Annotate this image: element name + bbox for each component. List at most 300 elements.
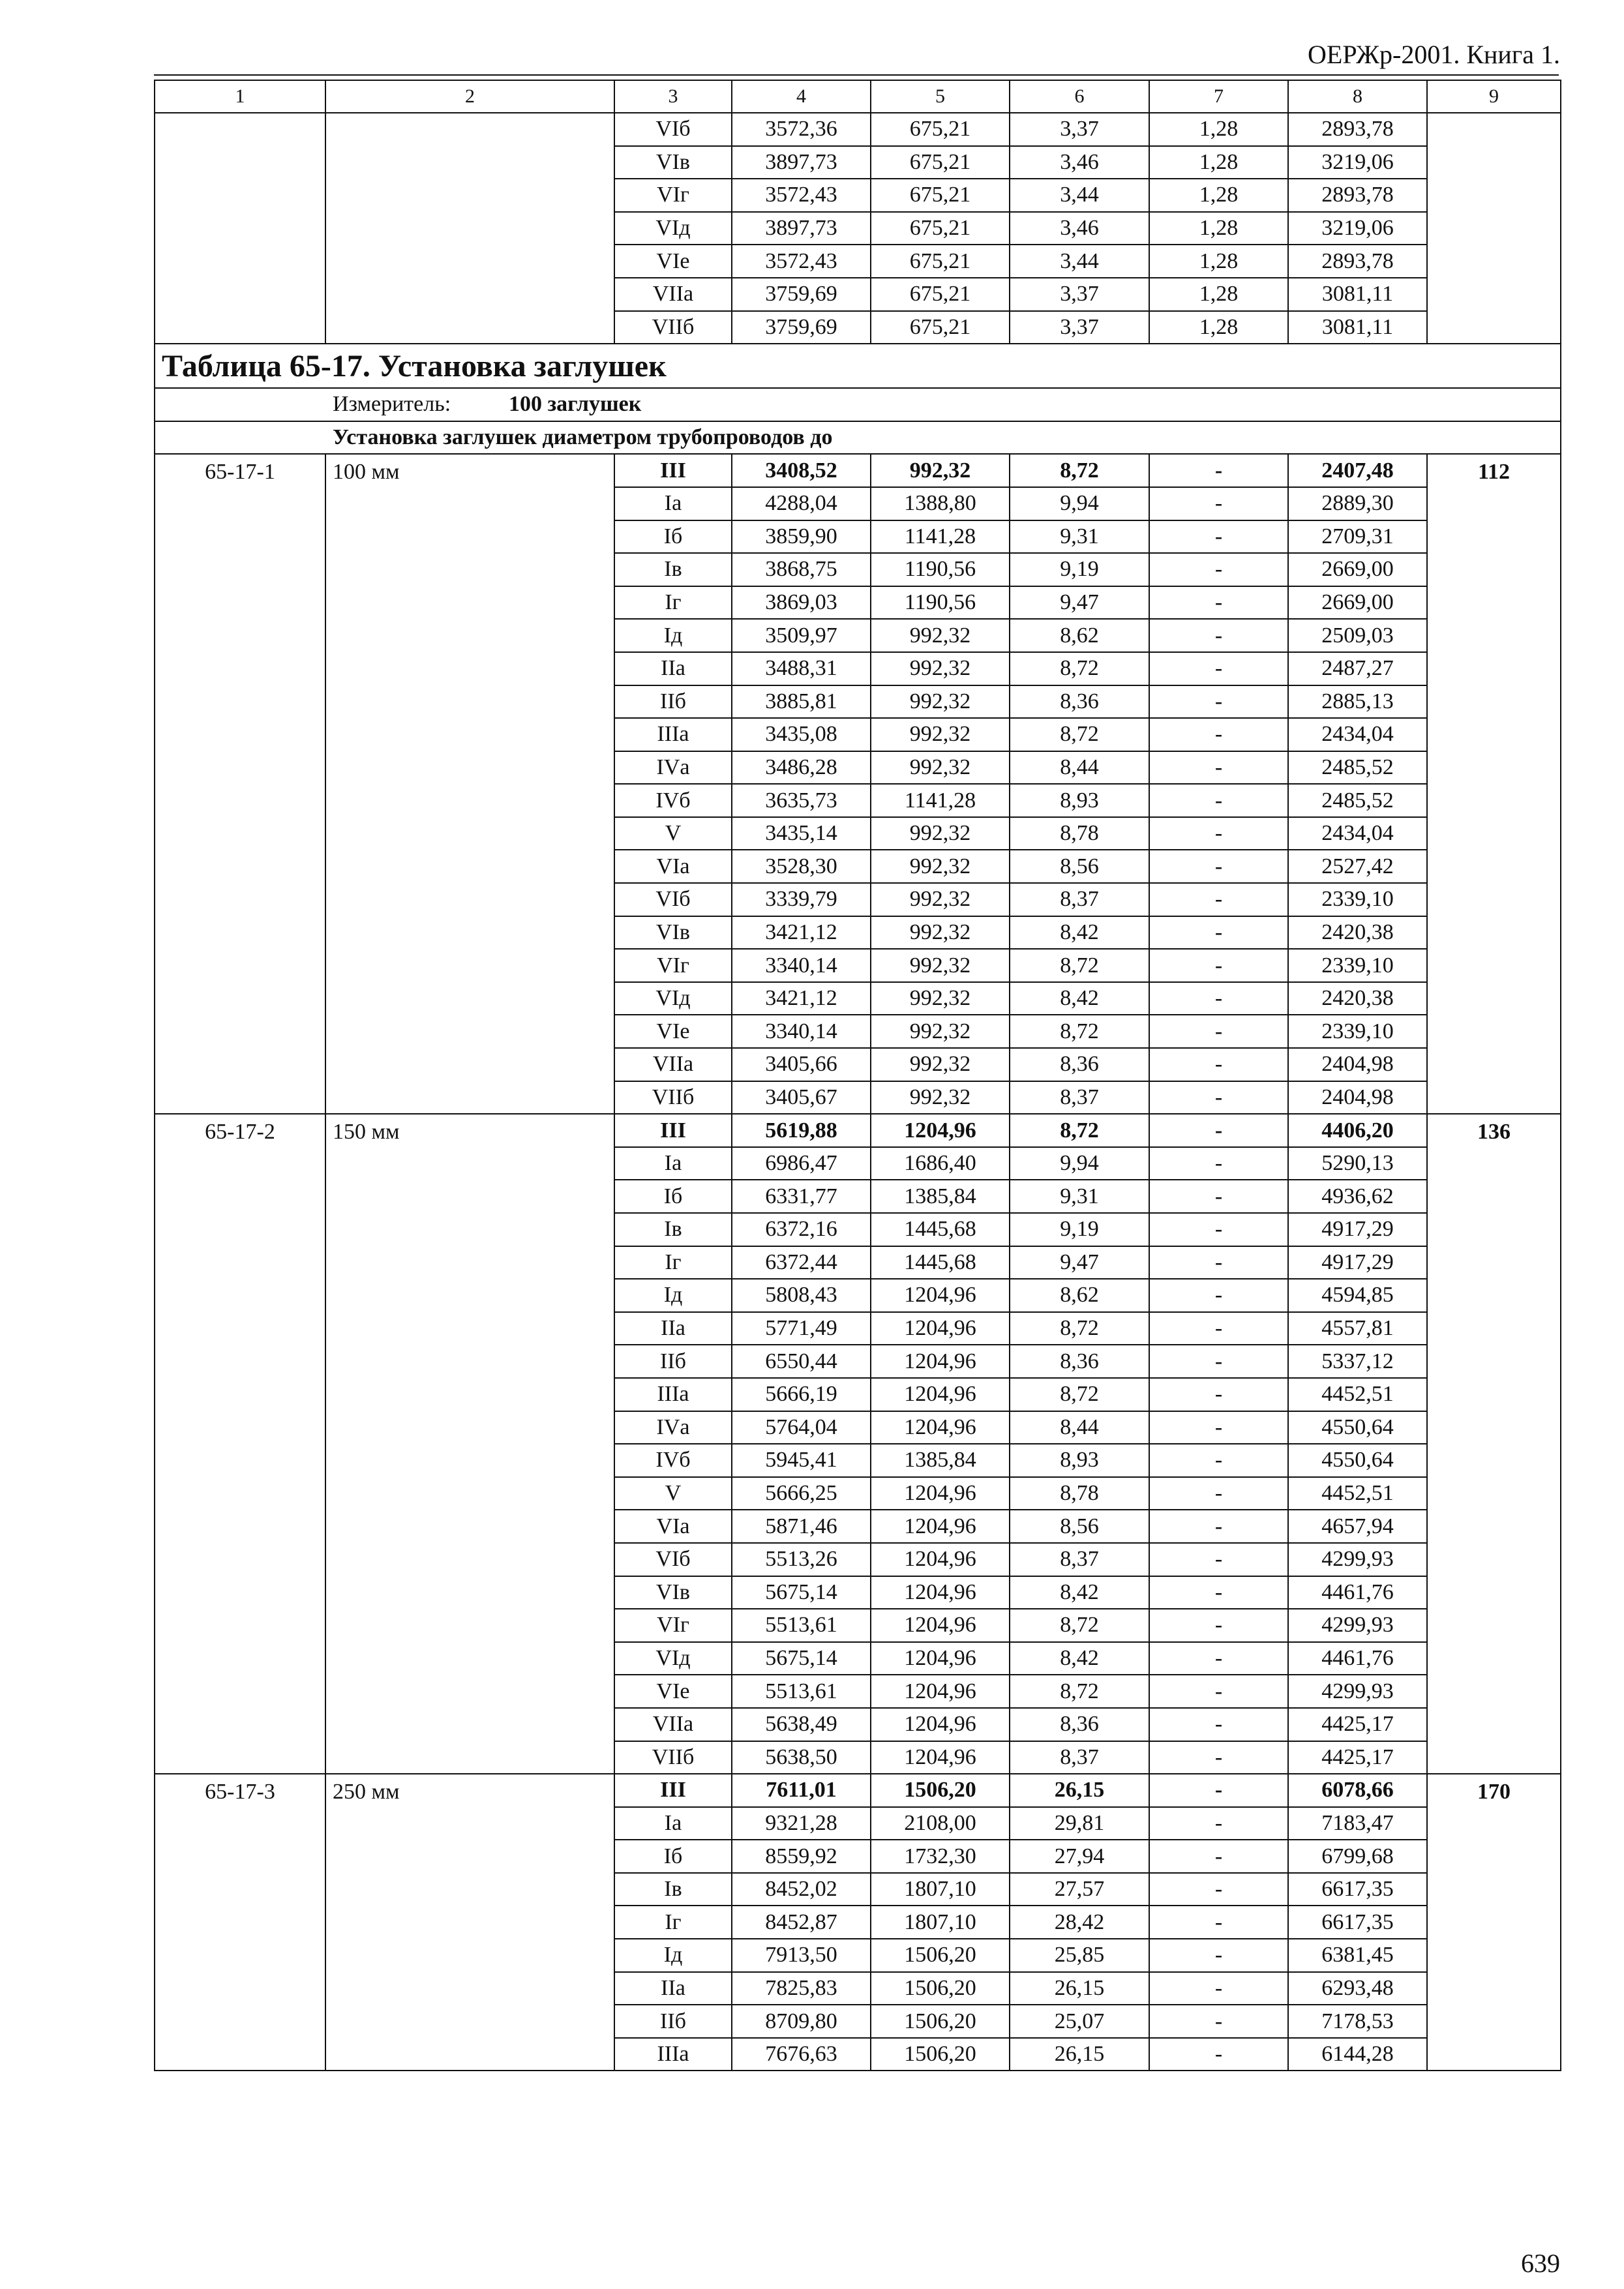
materials-cost-cell: 2407,48 [1288, 454, 1427, 487]
total-cost-cell: 6372,44 [732, 1246, 871, 1279]
subheading-row [155, 421, 1561, 455]
total-cost-cell: 3408,52 [732, 454, 871, 487]
materials-cost-cell: 4657,94 [1288, 1510, 1427, 1543]
wages-cell: 992,32 [871, 817, 1010, 850]
machine-cost-cell: 27,57 [1010, 1873, 1149, 1906]
materials-cost-cell: 2434,04 [1288, 817, 1427, 850]
machine-cost-cell: 8,56 [1010, 850, 1149, 883]
driver-wages-cell: - [1149, 817, 1288, 850]
total-cost-cell: 3339,79 [732, 883, 871, 916]
meter-row [155, 388, 1561, 421]
district-code-cell: Iв [614, 1873, 732, 1906]
machine-cost-cell: 9,31 [1010, 1180, 1149, 1213]
machine-cost-cell: 9,19 [1010, 553, 1149, 586]
district-code-cell: IVа [614, 751, 732, 785]
materials-cost-cell: 5337,12 [1288, 1345, 1427, 1378]
materials-cost-cell: 2885,13 [1288, 685, 1427, 719]
district-code-cell: IIа [614, 1312, 732, 1345]
materials-cost-cell: 4936,62 [1288, 1180, 1427, 1213]
materials-cost-cell: 3219,06 [1288, 146, 1427, 179]
driver-wages-cell: 1,28 [1149, 212, 1288, 245]
district-code-cell: Iа [614, 1807, 732, 1840]
wages-cell: 675,21 [871, 179, 1010, 212]
total-cost-cell: 3421,12 [732, 916, 871, 950]
district-code-cell: III [614, 1114, 732, 1147]
machine-cost-cell: 27,94 [1010, 1840, 1149, 1873]
total-cost-cell: 3897,73 [732, 146, 871, 179]
driver-wages-cell: - [1149, 1279, 1288, 1312]
materials-cost-cell: 6078,66 [1288, 1774, 1427, 1807]
wages-cell: 1204,96 [871, 1675, 1010, 1708]
machine-cost-cell: 9,19 [1010, 1213, 1149, 1246]
total-cost-cell: 5808,43 [732, 1279, 871, 1312]
district-code-cell: VIг [614, 1609, 732, 1642]
total-cost-cell: 5871,46 [732, 1510, 871, 1543]
workers-wage-cell [1427, 113, 1561, 344]
materials-cost-cell: 2404,98 [1288, 1048, 1427, 1081]
total-cost-cell: 5666,19 [732, 1378, 871, 1411]
machine-cost-cell: 8,36 [1010, 1345, 1149, 1378]
driver-wages-cell: - [1149, 1246, 1288, 1279]
total-cost-cell: 6331,77 [732, 1180, 871, 1213]
materials-cost-cell: 2509,03 [1288, 619, 1427, 652]
total-cost-cell: 3572,43 [732, 245, 871, 278]
materials-cost-cell: 2339,10 [1288, 1015, 1427, 1048]
machine-cost-cell: 3,46 [1010, 146, 1149, 179]
driver-wages-cell: - [1149, 1477, 1288, 1510]
driver-wages-cell: - [1149, 1576, 1288, 1609]
district-code-cell: VIе [614, 1015, 732, 1048]
district-code-cell: VIб [614, 113, 732, 146]
total-cost-cell: 3572,36 [732, 113, 871, 146]
wages-cell: 1506,20 [871, 2038, 1010, 2071]
district-code-cell: Iд [614, 1279, 732, 1312]
machine-cost-cell: 8,62 [1010, 619, 1149, 652]
driver-wages-cell: - [1149, 982, 1288, 1015]
district-code-cell: IIб [614, 1345, 732, 1378]
wages-cell: 992,32 [871, 454, 1010, 487]
driver-wages-cell: - [1149, 1840, 1288, 1873]
machine-cost-cell: 3,37 [1010, 113, 1149, 146]
wages-cell: 992,32 [871, 718, 1010, 751]
machine-cost-cell: 26,15 [1010, 1972, 1149, 2005]
table-title: Таблица 65-17. Установка заглушек [155, 344, 1561, 388]
total-cost-cell: 3859,90 [732, 520, 871, 554]
driver-wages-cell: 1,28 [1149, 278, 1288, 311]
total-cost-cell: 3435,14 [732, 817, 871, 850]
district-code-cell: VIд [614, 1642, 732, 1675]
machine-cost-cell: 29,81 [1010, 1807, 1149, 1840]
total-cost-cell: 7913,50 [732, 1939, 871, 1972]
driver-wages-cell: - [1149, 850, 1288, 883]
wages-cell: 1204,96 [871, 1114, 1010, 1147]
district-code-cell: IIа [614, 1972, 732, 2005]
total-cost-cell: 5619,88 [732, 1114, 871, 1147]
district-code-cell: IVа [614, 1411, 732, 1444]
wages-cell: 992,32 [871, 982, 1010, 1015]
district-code-cell: Iд [614, 1939, 732, 1972]
driver-wages-cell: - [1149, 1048, 1288, 1081]
wages-cell: 675,21 [871, 245, 1010, 278]
materials-cost-cell: 2893,78 [1288, 179, 1427, 212]
wages-cell: 1445,68 [871, 1246, 1010, 1279]
materials-cost-cell: 4425,17 [1288, 1741, 1427, 1774]
district-code-cell: Iв [614, 553, 732, 586]
materials-cost-cell: 6799,68 [1288, 1840, 1427, 1873]
total-cost-cell: 3340,14 [732, 1015, 871, 1048]
total-cost-cell: 8559,92 [732, 1840, 871, 1873]
district-code-cell: VIб [614, 1543, 732, 1576]
materials-cost-cell: 2669,00 [1288, 586, 1427, 620]
district-code-cell: VIе [614, 1675, 732, 1708]
total-cost-cell: 3405,66 [732, 1048, 871, 1081]
wages-cell: 1141,28 [871, 784, 1010, 817]
wages-cell: 1506,20 [871, 1972, 1010, 2005]
machine-cost-cell: 3,44 [1010, 179, 1149, 212]
column-number: 7 [1149, 80, 1288, 113]
machine-cost-cell: 8,72 [1010, 718, 1149, 751]
code-cell [155, 113, 325, 344]
materials-cost-cell: 4425,17 [1288, 1708, 1427, 1741]
wages-cell: 1190,56 [871, 586, 1010, 620]
district-code-cell: Iг [614, 1246, 732, 1279]
wages-cell: 2108,00 [871, 1807, 1010, 1840]
total-cost-cell: 3759,69 [732, 278, 871, 311]
materials-cost-cell: 3219,06 [1288, 212, 1427, 245]
district-code-cell: IIIа [614, 1378, 732, 1411]
district-code-cell: IIIа [614, 718, 732, 751]
driver-wages-cell: - [1149, 949, 1288, 982]
wages-cell: 1807,10 [871, 1873, 1010, 1906]
machine-cost-cell: 8,44 [1010, 751, 1149, 785]
driver-wages-cell: - [1149, 1114, 1288, 1147]
materials-cost-cell: 2487,27 [1288, 652, 1427, 685]
total-cost-cell: 3897,73 [732, 212, 871, 245]
table-row [155, 1774, 1561, 1807]
district-code-cell: VIв [614, 916, 732, 950]
machine-cost-cell: 8,36 [1010, 1048, 1149, 1081]
materials-cost-cell: 3081,11 [1288, 311, 1427, 344]
materials-cost-cell: 2434,04 [1288, 718, 1427, 751]
district-code-cell: IIIа [614, 2038, 732, 2071]
machine-cost-cell: 9,47 [1010, 586, 1149, 620]
wages-cell: 992,32 [871, 619, 1010, 652]
materials-cost-cell: 4594,85 [1288, 1279, 1427, 1312]
wages-cell: 1190,56 [871, 553, 1010, 586]
district-code-cell: IIб [614, 685, 732, 719]
header-divider [154, 74, 1559, 76]
column-number: 4 [732, 80, 871, 113]
materials-cost-cell: 2669,00 [1288, 553, 1427, 586]
code-cell: 65-17-1 [155, 454, 325, 1114]
total-cost-cell: 7825,83 [732, 1972, 871, 2005]
column-number: 5 [871, 80, 1010, 113]
wages-cell: 675,21 [871, 311, 1010, 344]
driver-wages-cell: - [1149, 916, 1288, 950]
district-code-cell: VIIа [614, 1708, 732, 1741]
driver-wages-cell: - [1149, 1708, 1288, 1741]
wages-cell: 675,21 [871, 278, 1010, 311]
wages-cell: 992,32 [871, 850, 1010, 883]
column-number: 9 [1427, 80, 1561, 113]
machine-cost-cell: 3,37 [1010, 278, 1149, 311]
total-cost-cell: 3635,73 [732, 784, 871, 817]
driver-wages-cell: - [1149, 2038, 1288, 2071]
machine-cost-cell: 8,56 [1010, 1510, 1149, 1543]
total-cost-cell: 3421,12 [732, 982, 871, 1015]
document-header-title: ОЕРЖр-2001. Книга 1. [1308, 40, 1560, 69]
driver-wages-cell: - [1149, 1609, 1288, 1642]
column-number-row [155, 80, 1561, 113]
wages-cell: 1506,20 [871, 1939, 1010, 1972]
driver-wages-cell: - [1149, 784, 1288, 817]
district-code-cell: Iб [614, 520, 732, 554]
wages-cell: 1204,96 [871, 1576, 1010, 1609]
total-cost-cell: 5771,49 [732, 1312, 871, 1345]
materials-cost-cell: 4299,93 [1288, 1543, 1427, 1576]
wages-cell: 1204,96 [871, 1510, 1010, 1543]
materials-cost-cell: 2527,42 [1288, 850, 1427, 883]
driver-wages-cell: 1,28 [1149, 113, 1288, 146]
district-code-cell: Iб [614, 1840, 732, 1873]
machine-cost-cell: 8,42 [1010, 1642, 1149, 1675]
driver-wages-cell: - [1149, 520, 1288, 554]
wages-cell: 1445,68 [871, 1213, 1010, 1246]
materials-cost-cell: 6293,48 [1288, 1972, 1427, 2005]
materials-cost-cell: 2709,31 [1288, 520, 1427, 554]
machine-cost-cell: 8,42 [1010, 916, 1149, 950]
machine-cost-cell: 8,36 [1010, 1708, 1149, 1741]
column-number: 6 [1010, 80, 1149, 113]
total-cost-cell: 5675,14 [732, 1576, 871, 1609]
driver-wages-cell: - [1149, 685, 1288, 719]
column-number: 1 [155, 80, 325, 113]
total-cost-cell: 3509,97 [732, 619, 871, 652]
materials-cost-cell: 2339,10 [1288, 883, 1427, 916]
district-code-cell: VIд [614, 212, 732, 245]
driver-wages-cell: - [1149, 1873, 1288, 1906]
machine-cost-cell: 8,78 [1010, 817, 1149, 850]
meter-cell [155, 388, 1561, 421]
total-cost-cell: 3572,43 [732, 179, 871, 212]
wages-cell: 992,32 [871, 883, 1010, 916]
description-cell [325, 113, 614, 344]
workers-wage-cell: 170 [1427, 1774, 1561, 2071]
total-cost-cell: 8452,02 [732, 1873, 871, 1906]
wages-cell: 992,32 [871, 916, 1010, 950]
total-cost-cell: 7676,63 [732, 2038, 871, 2071]
table-row [155, 1114, 1561, 1147]
price-table-body [155, 80, 1561, 2071]
wages-cell: 1204,96 [871, 1642, 1010, 1675]
driver-wages-cell: - [1149, 1015, 1288, 1048]
total-cost-cell: 6986,47 [732, 1147, 871, 1180]
driver-wages-cell: - [1149, 487, 1288, 520]
materials-cost-cell: 4557,81 [1288, 1312, 1427, 1345]
total-cost-cell: 3885,81 [732, 685, 871, 719]
total-cost-cell: 9321,28 [732, 1807, 871, 1840]
driver-wages-cell: - [1149, 1411, 1288, 1444]
machine-cost-cell: 3,46 [1010, 212, 1149, 245]
wages-cell: 992,32 [871, 1015, 1010, 1048]
driver-wages-cell: 1,28 [1149, 311, 1288, 344]
machine-cost-cell: 8,37 [1010, 1741, 1149, 1774]
wages-cell: 1506,20 [871, 1774, 1010, 1807]
total-cost-cell: 8452,87 [732, 1906, 871, 1939]
materials-cost-cell: 2420,38 [1288, 982, 1427, 1015]
materials-cost-cell: 4452,51 [1288, 1378, 1427, 1411]
machine-cost-cell: 8,72 [1010, 1378, 1149, 1411]
wages-cell: 992,32 [871, 1048, 1010, 1081]
district-code-cell: VIIа [614, 278, 732, 311]
materials-cost-cell: 4550,64 [1288, 1444, 1427, 1477]
district-code-cell: VIа [614, 850, 732, 883]
table-subheading: Установка заглушек диаметром трубопроводов до [155, 421, 1561, 455]
page-number: 639 [1521, 2249, 1560, 2278]
machine-cost-cell: 8,72 [1010, 1675, 1149, 1708]
wages-cell: 1204,96 [871, 1609, 1010, 1642]
total-cost-cell: 5764,04 [732, 1411, 871, 1444]
wages-cell: 1506,20 [871, 2005, 1010, 2038]
materials-cost-cell: 6381,45 [1288, 1939, 1427, 1972]
materials-cost-cell: 4299,93 [1288, 1675, 1427, 1708]
wages-cell: 1732,30 [871, 1840, 1010, 1873]
driver-wages-cell: - [1149, 1378, 1288, 1411]
wages-cell: 1385,84 [871, 1180, 1010, 1213]
machine-cost-cell: 25,85 [1010, 1939, 1149, 1972]
district-code-cell: VIд [614, 982, 732, 1015]
table-row [155, 454, 1561, 487]
driver-wages-cell: 1,28 [1149, 146, 1288, 179]
driver-wages-cell: - [1149, 586, 1288, 620]
machine-cost-cell: 8,37 [1010, 883, 1149, 916]
district-code-cell: IVб [614, 784, 732, 817]
district-code-cell: Iд [614, 619, 732, 652]
district-code-cell: VIIб [614, 1081, 732, 1115]
total-cost-cell: 3528,30 [732, 850, 871, 883]
code-cell: 65-17-3 [155, 1774, 325, 2071]
district-code-cell: VIв [614, 1576, 732, 1609]
driver-wages-cell: - [1149, 1312, 1288, 1345]
machine-cost-cell: 26,15 [1010, 2038, 1149, 2071]
table-title-row [155, 344, 1561, 388]
column-number: 3 [614, 80, 732, 113]
district-code-cell: Iа [614, 487, 732, 520]
district-code-cell: Iг [614, 1906, 732, 1939]
total-cost-cell: 7611,01 [732, 1774, 871, 1807]
driver-wages-cell: - [1149, 1642, 1288, 1675]
materials-cost-cell: 2485,52 [1288, 751, 1427, 785]
machine-cost-cell: 8,72 [1010, 652, 1149, 685]
driver-wages-cell: 1,28 [1149, 179, 1288, 212]
materials-cost-cell: 6144,28 [1288, 2038, 1427, 2071]
driver-wages-cell: - [1149, 2005, 1288, 2038]
total-cost-cell: 5513,61 [732, 1675, 871, 1708]
description-cell: 100 мм [325, 454, 614, 1114]
driver-wages-cell: - [1149, 1543, 1288, 1576]
district-code-cell: IVб [614, 1444, 732, 1477]
workers-wage-cell: 112 [1427, 454, 1561, 1114]
district-code-cell: V [614, 1477, 732, 1510]
materials-cost-cell: 2420,38 [1288, 916, 1427, 950]
wages-cell: 1204,96 [871, 1477, 1010, 1510]
materials-cost-cell: 7178,53 [1288, 2005, 1427, 2038]
wages-cell: 992,32 [871, 751, 1010, 785]
materials-cost-cell: 4461,76 [1288, 1642, 1427, 1675]
materials-cost-cell: 4406,20 [1288, 1114, 1427, 1147]
materials-cost-cell: 2893,78 [1288, 245, 1427, 278]
driver-wages-cell: - [1149, 454, 1288, 487]
total-cost-cell: 5675,14 [732, 1642, 871, 1675]
driver-wages-cell: - [1149, 1741, 1288, 1774]
wages-cell: 1204,96 [871, 1411, 1010, 1444]
wages-cell: 992,32 [871, 1081, 1010, 1115]
wages-cell: 675,21 [871, 146, 1010, 179]
total-cost-cell: 5638,49 [732, 1708, 871, 1741]
wages-cell: 675,21 [871, 212, 1010, 245]
machine-cost-cell: 26,15 [1010, 1774, 1149, 1807]
wages-cell: 1807,10 [871, 1906, 1010, 1939]
driver-wages-cell: - [1149, 1213, 1288, 1246]
driver-wages-cell: - [1149, 1939, 1288, 1972]
column-number: 2 [325, 80, 614, 113]
price-table [154, 80, 1561, 2071]
materials-cost-cell: 4917,29 [1288, 1246, 1427, 1279]
wages-cell: 992,32 [871, 652, 1010, 685]
materials-cost-cell: 4550,64 [1288, 1411, 1427, 1444]
materials-cost-cell: 6617,35 [1288, 1906, 1427, 1939]
table-row [155, 113, 1561, 146]
machine-cost-cell: 9,94 [1010, 1147, 1149, 1180]
driver-wages-cell: - [1149, 553, 1288, 586]
district-code-cell: IIа [614, 652, 732, 685]
wages-cell: 992,32 [871, 949, 1010, 982]
total-cost-cell: 8709,80 [732, 2005, 871, 2038]
materials-cost-cell: 2893,78 [1288, 113, 1427, 146]
materials-cost-cell: 2404,98 [1288, 1081, 1427, 1115]
driver-wages-cell: - [1149, 1444, 1288, 1477]
materials-cost-cell: 2339,10 [1288, 949, 1427, 982]
machine-cost-cell: 8,93 [1010, 784, 1149, 817]
driver-wages-cell: - [1149, 1972, 1288, 2005]
wages-cell: 1141,28 [871, 520, 1010, 554]
machine-cost-cell: 9,31 [1010, 520, 1149, 554]
wages-cell: 1204,96 [871, 1708, 1010, 1741]
district-code-cell: Iв [614, 1213, 732, 1246]
materials-cost-cell: 4299,93 [1288, 1609, 1427, 1642]
driver-wages-cell: - [1149, 1081, 1288, 1115]
driver-wages-cell: - [1149, 1147, 1288, 1180]
driver-wages-cell: - [1149, 883, 1288, 916]
machine-cost-cell: 8,78 [1010, 1477, 1149, 1510]
machine-cost-cell: 28,42 [1010, 1906, 1149, 1939]
machine-cost-cell: 8,42 [1010, 1576, 1149, 1609]
machine-cost-cell: 8,62 [1010, 1279, 1149, 1312]
workers-wage-cell: 136 [1427, 1114, 1561, 1774]
wages-cell: 1388,80 [871, 487, 1010, 520]
district-code-cell: III [614, 1774, 732, 1807]
district-code-cell: Iб [614, 1180, 732, 1213]
total-cost-cell: 3486,28 [732, 751, 871, 785]
materials-cost-cell: 4917,29 [1288, 1213, 1427, 1246]
district-code-cell: Iг [614, 586, 732, 620]
wages-cell: 992,32 [871, 685, 1010, 719]
materials-cost-cell: 2485,52 [1288, 784, 1427, 817]
description-cell: 250 мм [325, 1774, 614, 2071]
meter-value: 100 заглушек [509, 392, 642, 417]
district-code-cell: VIIб [614, 1741, 732, 1774]
materials-cost-cell: 2889,30 [1288, 487, 1427, 520]
